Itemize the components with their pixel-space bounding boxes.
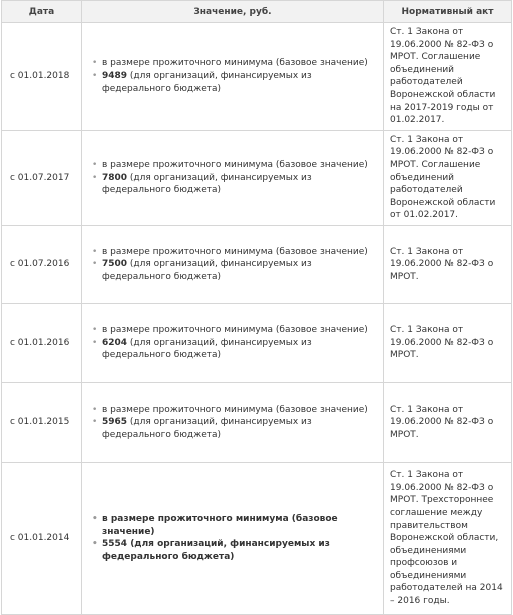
date-cell: с 01.01.2014 [2,462,82,614]
bullet-icon: • [92,58,98,69]
amount-note: (для организаций, финансируемых из федерального бюджета) [102,172,312,196]
date-cell: с 01.01.2015 [2,382,82,462]
table-row [2,130,512,225]
value-cell [82,130,384,225]
value-cell [82,462,384,614]
act-cell: Ст. 1 Закона от 19.06.2000 № 82-ФЗ о МРОТ. Соглашение объединений работодателей Воронежской области от 01.02.2017. [384,130,512,225]
list-item [92,416,377,441]
bullet-icon: • [92,404,98,415]
bullet-icon: • [92,159,98,170]
value-cell [82,23,384,131]
amount-note: (для организаций, финансируемых из федерального бюджета) [102,71,312,94]
amount-note: (для организаций, финансируемых из федерального бюджета) [102,337,312,361]
list-item [92,159,377,172]
table-row [2,23,512,131]
bullet-icon: • [92,246,98,257]
header-value: Значение, руб. [82,1,384,23]
value-list [92,57,377,95]
header-date: Дата [2,1,82,23]
bullet-icon: • [92,259,98,270]
amount-value: 7800 [102,172,128,183]
table-row [2,462,512,614]
value-cell [82,382,384,462]
value-cell [82,303,384,382]
bullet-icon: • [92,539,98,550]
base-value-text: в размере прожиточного минимума (базовое значение) [102,246,368,257]
list-item [92,258,377,283]
list-item [92,337,377,362]
bullet-icon: • [92,337,98,348]
act-cell: Ст. 1 Закона от 19.06.2000 № 82-ФЗ о МРОТ. Соглашение объединений работодателей Воронежской области на 2017-2019 годы от 01.02.2017. [384,23,512,131]
value-cell [82,225,384,303]
list-item [92,538,377,563]
list-item [92,404,377,417]
base-value-text: в размере прожиточного минимума (базовое значение) [102,514,338,537]
date-cell: с 01.01.2018 [2,23,82,131]
value-list [92,513,377,563]
base-value-text: в размере прожиточного минимума (базовое значение) [102,58,368,69]
amount-value: 6204 [102,337,128,348]
mrot-table [1,0,512,615]
value-list [92,404,377,442]
base-value-text: в размере прожиточного минимума (базовое значение) [102,159,368,170]
bullet-icon: • [92,325,98,336]
table-header [2,1,512,23]
date-cell: с 01.07.2016 [2,225,82,303]
table-row [2,382,512,462]
list-item [92,513,377,538]
amount-note: (для организаций, финансируемых из федерального бюджета) [102,539,330,562]
bullet-icon: • [92,417,98,428]
amount-value: 7500 [102,259,128,270]
act-cell: Ст. 1 Закона от 19.06.2000 № 82-ФЗ о МРОТ. Трехстороннее соглашение между правительством Воронежской области, объединениями профсоюзов и объединениями работодателей на 2014 – 2016 годы. [384,462,512,614]
header-row [2,1,512,23]
date-cell: с 01.01.2016 [2,303,82,382]
act-cell: Ст. 1 Закона от 19.06.2000 № 82-ФЗ о МРОТ. [384,225,512,303]
amount-value: 9489 [102,71,128,82]
base-value-text: в размере прожиточного минимума (базовое значение) [102,325,368,336]
table-body [2,23,512,615]
value-list [92,159,377,197]
amount-value: 5554 [102,539,128,550]
table-row [2,303,512,382]
value-list [92,324,377,362]
list-item [92,246,377,259]
amount-note: (для организаций, финансируемых из федерального бюджета) [102,259,312,282]
bullet-icon: • [92,71,98,82]
act-cell: Ст. 1 Закона от 19.06.2000 № 82-ФЗ о МРОТ. [384,303,512,382]
bullet-icon: • [92,514,98,525]
amount-note: (для организаций, финансируемых из федерального бюджета) [102,417,312,440]
list-item [92,57,377,70]
table-row [2,225,512,303]
act-cell: Ст. 1 Закона от 19.06.2000 № 82-ФЗ о МРОТ. [384,382,512,462]
list-item [92,324,377,337]
base-value-text: в размере прожиточного минимума (базовое значение) [102,404,368,415]
bullet-icon: • [92,172,98,183]
amount-value: 5965 [102,417,128,428]
date-cell: с 01.07.2017 [2,130,82,225]
header-act: Нормативный акт [384,1,512,23]
list-item [92,172,377,197]
value-list [92,246,377,284]
list-item [92,70,377,95]
